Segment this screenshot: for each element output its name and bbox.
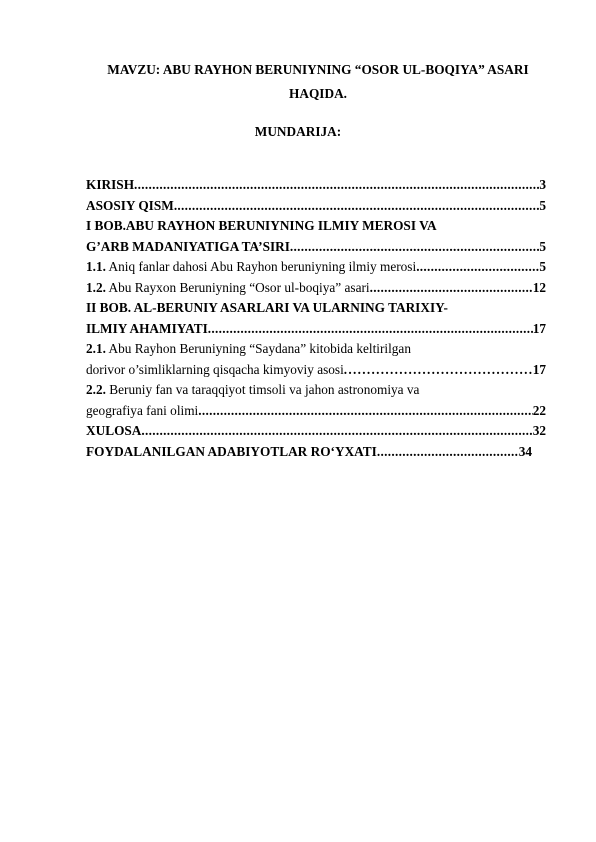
toc-entry-title: Abu Rayxon Beruniyning “Osor ul-boqiya” asari <box>105 279 370 295</box>
toc-entry-title-line1: Beruniy fan va taraqqiyot timsoli va jahon astronomiya va <box>105 382 420 397</box>
toc-heading: MUNDARIJA: <box>254 124 342 139</box>
toc-page-number: 32 <box>532 423 546 438</box>
dot-leader <box>174 196 540 217</box>
toc-entry-title: FOYDALANILGAN ADABIYOTLAR RO‘YXATI <box>86 443 377 459</box>
toc-page-number: 17 <box>532 361 546 377</box>
toc-entry-title: ASOSIY QISM <box>86 197 174 213</box>
dot-leader <box>370 278 533 299</box>
document-title: MAVZU: ABU RAYHON BERUNIYNING “OSOR UL-BOQIYA” ASARI HAQIDA. <box>107 62 529 101</box>
dot-leader <box>141 421 532 442</box>
toc-entry-number: 1.2. <box>86 279 106 295</box>
toc-entry-title: XULOSA <box>86 423 142 438</box>
dot-leader <box>208 319 533 340</box>
dot-leader <box>416 257 539 278</box>
toc-entry-number: 2.2. <box>86 382 106 397</box>
toc-entry-adabiyotlar <box>86 442 532 463</box>
toc-page-number: 5 <box>539 238 546 254</box>
toc-entry-2-1 <box>86 360 546 381</box>
toc-entry-title: ILMIY AHAMIYATI <box>86 320 208 336</box>
toc-entry-title-line1: Abu Rayhon Beruniyning “Saydana” kitobida keltirilgan <box>105 341 411 356</box>
toc-entry-1-1 <box>86 257 546 278</box>
toc-entry-title: dorivor o’simliklarning qisqacha kimyoviy asosi <box>86 361 344 377</box>
toc-entry-title: Aniq fanlar dahosi Abu Rayhon beruniyning ilmiy merosi <box>105 259 417 274</box>
toc-page-number: 5 <box>539 259 546 274</box>
toc-page-number: 3 <box>539 177 546 192</box>
toc-entry-title: geografiya fani olimi <box>86 402 199 418</box>
dot-leader <box>198 401 532 422</box>
toc-entry-number: 2.1. <box>86 341 106 356</box>
toc-page-number: 34 <box>518 443 532 459</box>
toc-page-number: 12 <box>532 279 546 295</box>
toc-entry-2-1-line1 <box>86 339 546 360</box>
dot-leader <box>290 237 539 258</box>
toc-entry-2-2 <box>86 401 546 422</box>
toc-chapter-1-line1: I BOB.ABU RAYHON BERUNIYNING ILMIY MEROSI VA <box>86 218 437 233</box>
toc-entry-chapter-2 <box>86 319 546 340</box>
toc-entry-title: KIRISH <box>86 177 135 192</box>
toc-entry-title: G’ARB MADANIYATIGA TA’SIRI <box>86 238 290 254</box>
toc-entry-chapter-1 <box>86 237 546 258</box>
toc-entry-number: 1.1. <box>86 259 106 274</box>
toc-entry-1-2 <box>86 278 546 299</box>
dot-leader <box>344 360 533 381</box>
dot-leader <box>134 175 539 196</box>
dot-leader <box>377 442 519 463</box>
toc-chapter-2-line1: II BOB. AL-BERUNIY ASARLARI VA ULARNING TARIXIY- <box>86 300 448 315</box>
table-of-contents <box>86 175 546 462</box>
toc-page-number: 17 <box>532 320 546 336</box>
toc-page-number: 22 <box>532 402 546 418</box>
toc-page-number: 5 <box>539 197 546 213</box>
toc-entry-kirish <box>86 175 546 196</box>
toc-entry-xulosa <box>86 421 546 442</box>
toc-entry-2-2-line1 <box>86 380 546 401</box>
toc-entry-asosiy-qism <box>86 196 546 217</box>
